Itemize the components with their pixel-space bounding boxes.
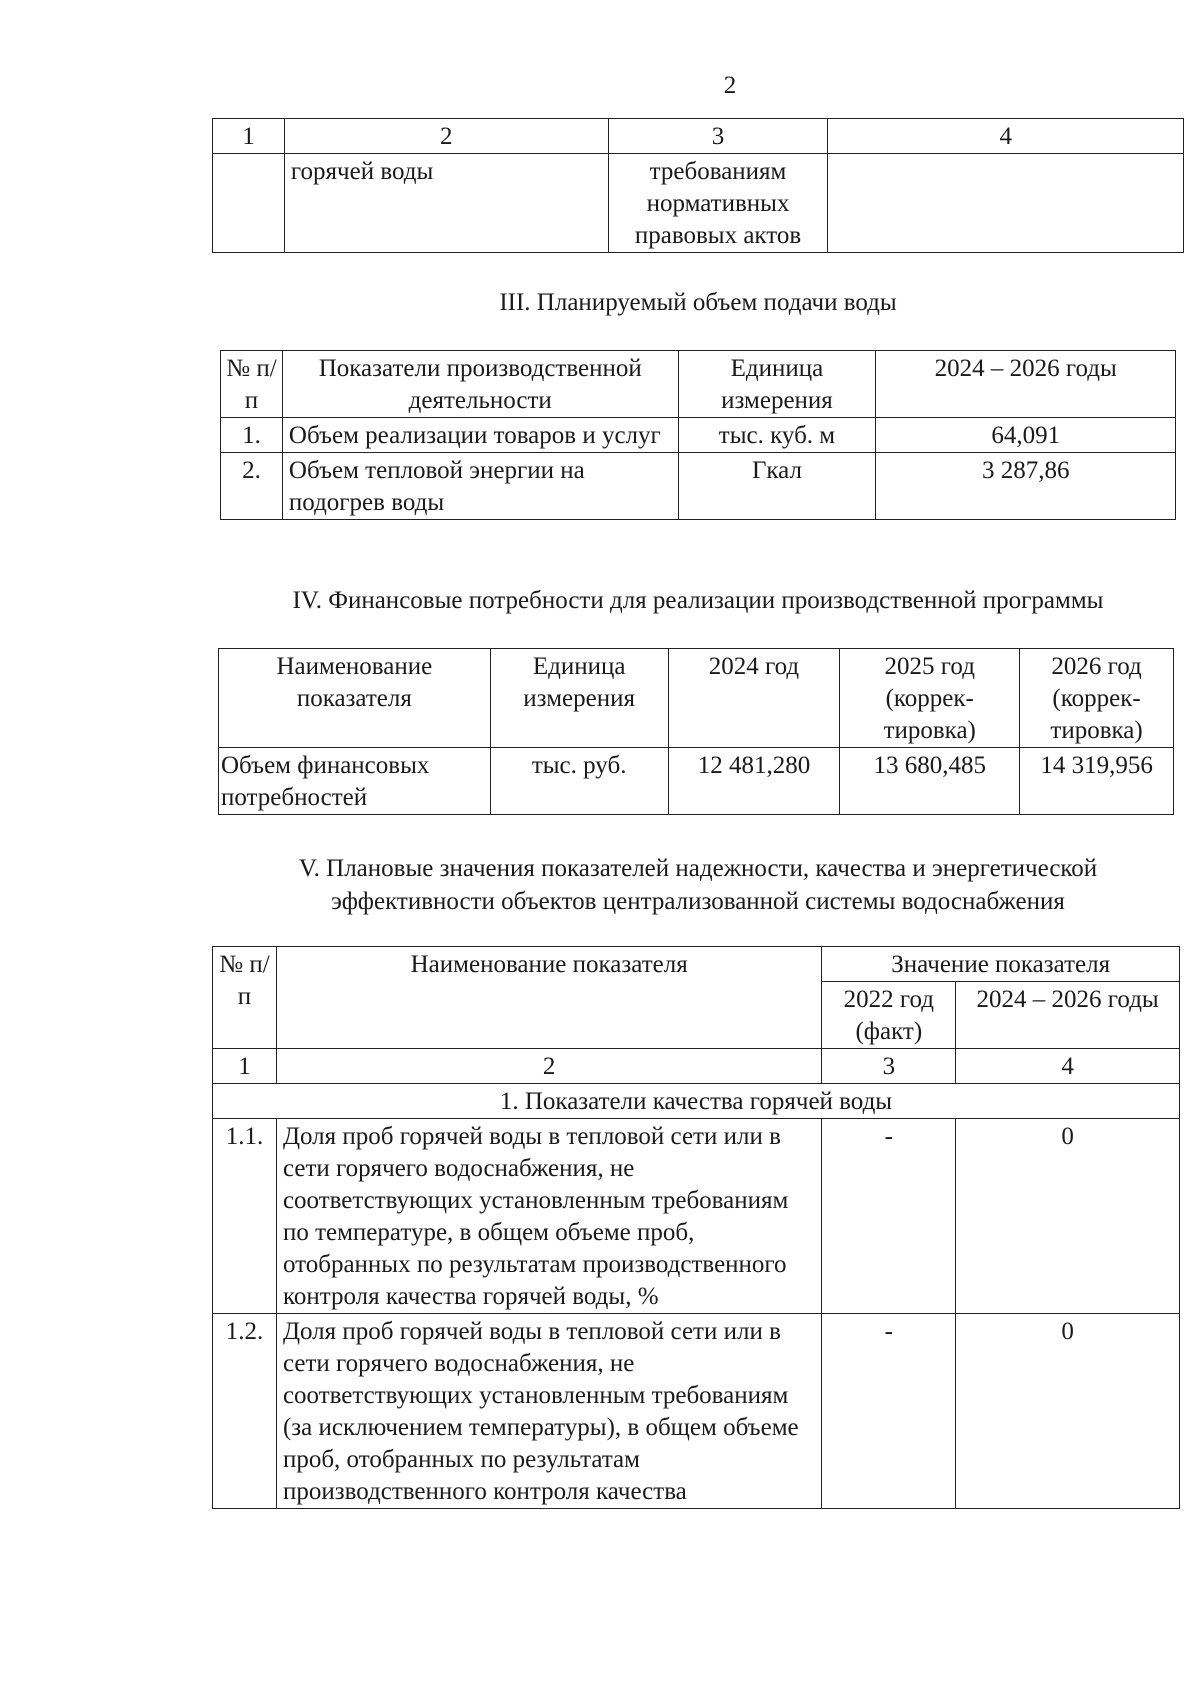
table-cell: 13 680,485: [840, 748, 1020, 815]
table-row: [213, 1119, 1180, 1314]
header-cell: 4: [828, 119, 1184, 154]
header-cell: 2025 год (коррек-тировка): [840, 649, 1020, 748]
header-cell: Показатели производственной деятельности: [282, 351, 678, 418]
reliability-indicators-table: [212, 946, 1180, 1509]
table-header-row: [219, 649, 1174, 748]
header-cell: 2024 – 2026 годы: [876, 351, 1176, 418]
header-cell: № п/п: [221, 351, 283, 418]
header-cell: 3: [608, 119, 828, 154]
table-row: [219, 748, 1174, 815]
table-cell-num: 1.1.: [213, 1119, 277, 1314]
section-5-title-line-2: эффективности объектов централизованной системы водоснабжения: [331, 888, 1065, 915]
table-cell: 14 319,956: [1020, 748, 1174, 815]
table-cell-2024-2026: 0: [956, 1119, 1180, 1314]
table-cell: требованиям нормативных правовых актов: [608, 154, 828, 253]
table-header-row: [213, 119, 1184, 154]
table-cell: 2.: [221, 453, 283, 520]
table-cell: тыс. руб.: [490, 748, 668, 815]
table-cell: тыс. куб. м: [678, 418, 876, 453]
header-cell-num: № п/п: [213, 947, 277, 1049]
header-cell-value-group: Значение показателя: [822, 947, 1180, 982]
table-cell: Гкал: [678, 453, 876, 520]
header-cell: 2024 год: [668, 649, 840, 748]
column-number-row: [213, 1049, 1180, 1084]
table-cell-2024-2026: 0: [956, 1314, 1180, 1509]
header-cell: Единица измерения: [678, 351, 876, 418]
header-cell: 2026 год (коррек-тировка): [1020, 649, 1174, 748]
table-cell: 64,091: [876, 418, 1176, 453]
table-row: [221, 453, 1176, 520]
table-cell: Объем финансовых потребностей: [219, 748, 491, 815]
header-cell: Наименование показателя: [219, 649, 491, 748]
section-3-title: III. Планируемый объем подачи воды: [499, 289, 897, 316]
header-cell: 2: [284, 119, 608, 154]
table-header-row: [221, 351, 1176, 418]
table-header-row: [213, 947, 1180, 982]
column-number-cell: 4: [956, 1049, 1180, 1084]
header-cell-2022: 2022 год (факт): [822, 982, 956, 1049]
table-row: [221, 418, 1176, 453]
column-number-cell: 1: [213, 1049, 277, 1084]
continuation-table: [212, 118, 1184, 253]
table-cell: Объем реализации товаров и услуг: [282, 418, 678, 453]
section-4-title: IV. Финансовые потребности для реализации производственной программы: [292, 587, 1104, 614]
table-cell: 1.: [221, 418, 283, 453]
table-cell: горячей воды: [284, 154, 608, 253]
header-cell: Единица измерения: [490, 649, 668, 748]
table-row: [213, 1314, 1180, 1509]
header-cell-name: Наименование показателя: [276, 947, 821, 1049]
page-number: 2: [723, 72, 737, 99]
table-cell-2022: -: [822, 1119, 956, 1314]
table-cell: [213, 154, 285, 253]
table-cell-name: Доля проб горячей воды в тепловой сети или в сети горячего водоснабжения, не соответствующих установленным требованиям по температуре, в общем объеме проб, отобранных по результатам производственного контроля качества горячей воды, %: [276, 1119, 821, 1314]
table-cell: 3 287,86: [876, 453, 1176, 520]
column-number-cell: 3: [822, 1049, 956, 1084]
table-cell-name: Доля проб горячей воды в тепловой сети или в сети горячего водоснабжения, не соответствующих установленным требованиям (за исключением температуры), в общем объеме проб, отобранных по результатам производственного контроля качества: [276, 1314, 821, 1509]
group-title-cell: 1. Показатели качества горячей воды: [213, 1084, 1180, 1119]
header-cell-2024-2026: 2024 – 2026 годы: [956, 982, 1180, 1049]
table-cell: [828, 154, 1184, 253]
table-cell-num: 1.2.: [213, 1314, 277, 1509]
financial-needs-table: [218, 648, 1174, 815]
section-5-title: [196, 852, 1200, 918]
table-cell-2022: -: [822, 1314, 956, 1509]
table-row: [213, 154, 1184, 253]
header-cell: 1: [213, 119, 285, 154]
section-5-title-line-1: V. Плановые значения показателей надежности, качества и энергетической: [298, 855, 1098, 882]
column-number-cell: 2: [276, 1049, 821, 1084]
supply-volume-table: [220, 350, 1176, 520]
table-cell: Объем тепловой энергии на подогрев воды: [282, 453, 678, 520]
group-title-row: [213, 1084, 1180, 1119]
table-cell: 12 481,280: [668, 748, 840, 815]
